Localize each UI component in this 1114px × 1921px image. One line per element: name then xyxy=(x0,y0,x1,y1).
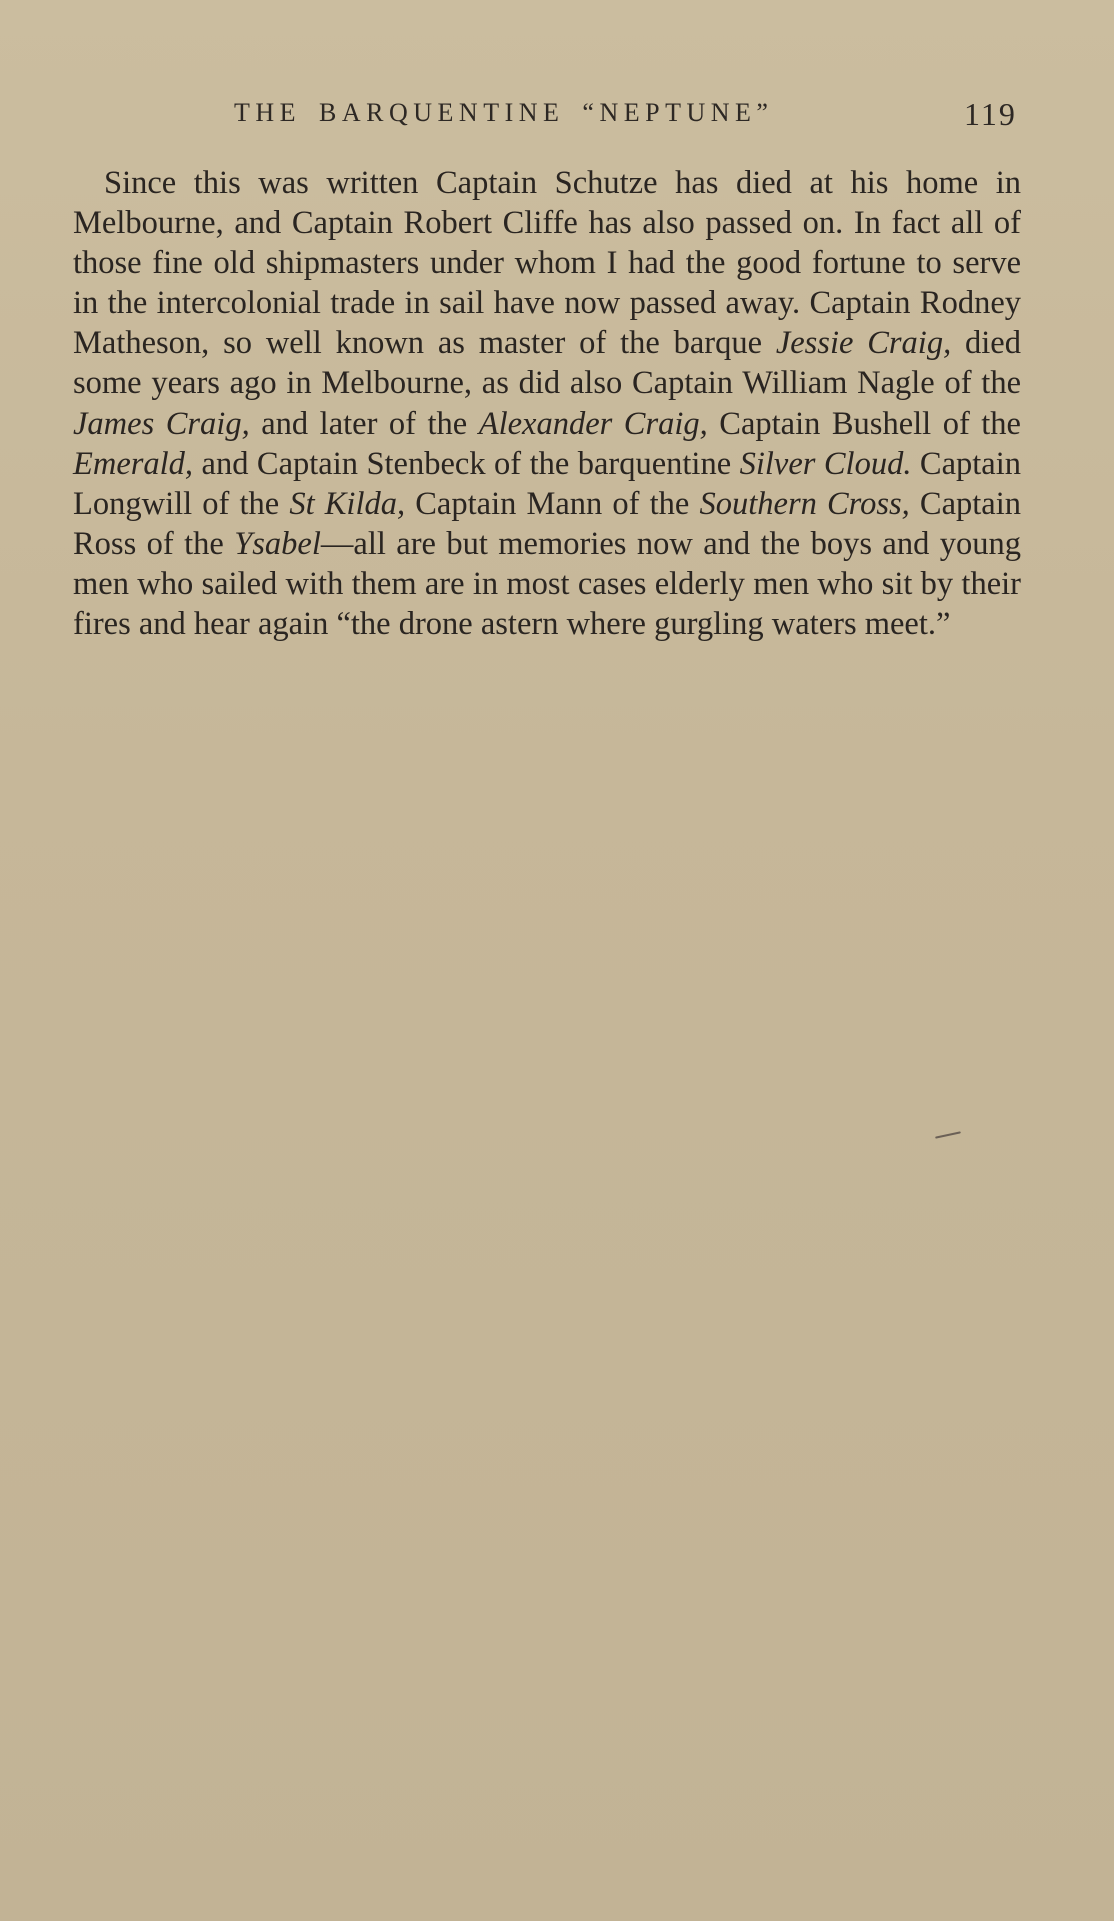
ship-name-silver-cloud: Silver Cloud. xyxy=(739,445,912,482)
paper-speck xyxy=(935,1131,961,1138)
text-run: Since this was written Captain Schutze has died at his home in Melbourne, and Captain Robert Cliffe has also passed on. In fact all of those fine old shipmasters under whom I had the good fortune to serve in the intercolonial trade in sail have now passed away. Captain Rodney Matheson, so well known as master of the barque xyxy=(73,165,1021,362)
text-run: Captain Ross of the xyxy=(73,485,1021,562)
ship-name-st-kilda: St Kilda, xyxy=(289,485,406,522)
ship-name-james-craig: James Craig, xyxy=(73,405,250,442)
ship-name-emerald: Emerald, xyxy=(73,445,194,482)
page-number: 119 xyxy=(964,96,1017,132)
paragraph xyxy=(73,163,1021,644)
body-text xyxy=(73,163,1021,644)
text-run: —all are but memories now and the boys and young men who sailed with them are in most cases elderly men who sit by their fires and hear again “the drone astern where gurgling waters meet.” xyxy=(73,525,1021,643)
text-run: Captain Longwill of the xyxy=(73,445,1022,522)
running-head-title: THE BARQUENTINE “NEPTUNE” xyxy=(234,98,774,127)
text-run: and Captain Stenbeck of the barquentine xyxy=(193,445,740,482)
ship-name-jessie-craig: Jessie Craig, xyxy=(775,325,952,362)
ship-name-ysabel: Ysabel xyxy=(234,525,321,562)
text-run: Captain Mann of the xyxy=(405,485,700,522)
text-run: Captain Bushell of the xyxy=(707,405,1021,442)
text-run: and later of the xyxy=(249,405,479,442)
text-run: died some years ago in Melbourne, as did also Captain William Nagle of the xyxy=(73,325,1021,402)
ship-name-alexander-craig: Alexander Craig, xyxy=(478,405,708,442)
ship-name-southern-cross: Southern Cross, xyxy=(699,485,910,522)
